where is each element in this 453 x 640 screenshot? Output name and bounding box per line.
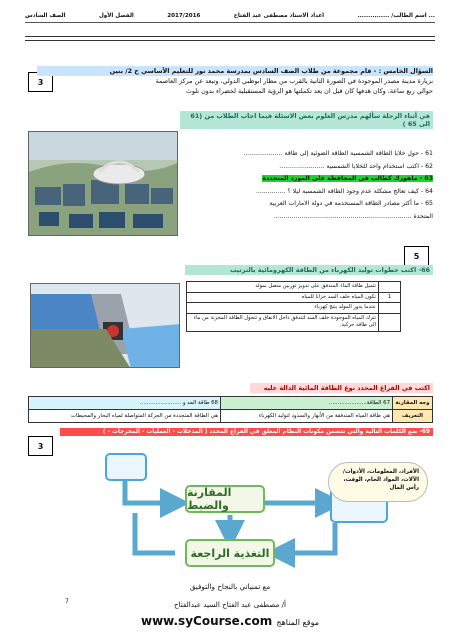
score-box: 3 [28, 72, 53, 92]
page-header [25, 10, 435, 23]
step-text: عندما يدور المولد ينتج كهرباء [187, 303, 379, 314]
table-row [187, 292, 401, 303]
row-label: التعريف [393, 410, 433, 423]
water-energy-table [28, 396, 433, 423]
score-box: 3 [28, 436, 53, 456]
masdar-city-image [28, 131, 178, 236]
question-64: 64 - كيف تعالج مشكلة عدم وجود الطاقة الشمسية ليلا ؟ ............... [255, 187, 433, 195]
question-63: 63 - ماهورك كطالب في المحافظة على المورد المتجددة [262, 175, 433, 182]
answer-68-field[interactable]: 68 طاقة المد و ........................ [29, 397, 221, 410]
question-65: 65 - ما أكثر مصادر الطاقة المستخدمة في دولة الامارات العربية [269, 200, 433, 207]
table-row [29, 397, 433, 410]
table-row [187, 282, 401, 293]
term-label: الفصل الأول [98, 13, 134, 19]
inputs-blank-box[interactable] [105, 453, 147, 481]
answer-67-field[interactable]: 67 الطاقة...................... [220, 397, 392, 410]
question-61: 61 - حول خلايا الطاقة الشمسية الطاقة الضوئية إلى طاقة .................... [243, 150, 433, 157]
step-number-input[interactable] [379, 313, 401, 331]
question-5-line: بزيارة مدينة مصدر الموجودة في الصورة الثانية بالقرب من مطار ابوظبي الدولي، وتبعد عن مركز العاصمة [155, 77, 433, 85]
step-number-input[interactable] [379, 303, 401, 314]
site-name: موقع المناهج [276, 618, 319, 627]
definition-cell: هي طاقة المياه المتدفقة من الأنهار والسدود لتوليد الكهرباء [220, 410, 392, 423]
step-number-input[interactable] [379, 282, 401, 293]
dam-image [30, 283, 180, 368]
comparison-control-box: المقارنة والضبط [185, 485, 265, 513]
divider [25, 36, 435, 37]
question-66-bar: 66- اكتب خطوات توليد الكهرباء من الطاقة الكهرومائية بالترتيب [185, 265, 433, 275]
feedback-box: التغذية الراجعة [185, 539, 275, 567]
table-row [29, 410, 433, 423]
student-name-label: ... اسم الطالب/ ............... [357, 13, 435, 19]
table-row [187, 313, 401, 331]
column-header: وجه المقارنة [393, 397, 433, 410]
page-number: 7 [65, 598, 69, 605]
closing-wish: مع تمنياتي بالنجاح والتوفيق [189, 582, 271, 591]
site-url: www.syCourse.com [141, 614, 273, 628]
table-row [187, 303, 401, 314]
teacher-name: اعداد الاستاذ مصطفى عبد الفتاح [233, 13, 325, 19]
question-5-intro [37, 66, 433, 96]
question-67-bar: اكتب في الفراغ المحدد نوع الطاقة المائية الدالة عليه [250, 383, 433, 393]
grade-label: الصف السادس [25, 13, 66, 19]
question-5-line: حوالي ربع ساعة، وكان هدفها كان قبل ان يعد تكملتها هو الرؤية المستقبلية لخضراء بدون تلوث [185, 87, 433, 95]
questions-61-65 [185, 148, 433, 223]
question-5-title: السؤال الخامس : - قام مجموعة من طلاب الصف السادس بمدرسة محمد نور للتعليم الأساسي ح 2/ بنين [37, 66, 433, 76]
inputs-cloud: الأفراد، المعلومات، الأدوات/ الآلات، المواد الخام، الوقت، رأس المال [328, 462, 428, 502]
teacher-signature: أ/ مصطفى عبد الفتاح السيد عبدالفتاح [173, 600, 287, 609]
question-69-bar: 69- ضع الكلمات التالية والتي تتضمن مكونات النظام المغلق في الفراغ المحدد ( المدخلات - العمليات - المخرجات - ) [60, 428, 433, 436]
step-text: تكون المياه خلف السد خزانا للمياه [187, 292, 379, 303]
site-watermark [70, 614, 390, 628]
score-box: 5 [404, 246, 429, 266]
step-text: تتميل طاقة الماء المتدفق على تدوير توربين متصل بمولد [187, 282, 379, 293]
step-number-input[interactable]: 1 [379, 292, 401, 303]
step-text: تترك المياه الموجودة خلف السد لتتدفق داخل الانفاق و تتحول الطاقة المخزنة من ماء الى طاقة حركية. [187, 313, 379, 331]
hydro-steps-table [186, 281, 401, 332]
question-62: 62 - اكتب استخدام واحد للخلايا الشمسية ....................... [279, 162, 433, 170]
school-year: 2017/2016 [167, 13, 201, 19]
question-65-cont: المتحدة ...................................................................... [273, 212, 433, 220]
definition-cell: هي الطاقة المتجددة من الحركة المتواصلة لمياه البحار والمحيطات [29, 410, 221, 423]
divider [25, 40, 435, 41]
question-5-bar: في أثناء الرحلة سألهم مدرس العلوم بعض الاسئلة فيما اجاب الطلاب من (61 الى 65 ) [180, 111, 433, 129]
